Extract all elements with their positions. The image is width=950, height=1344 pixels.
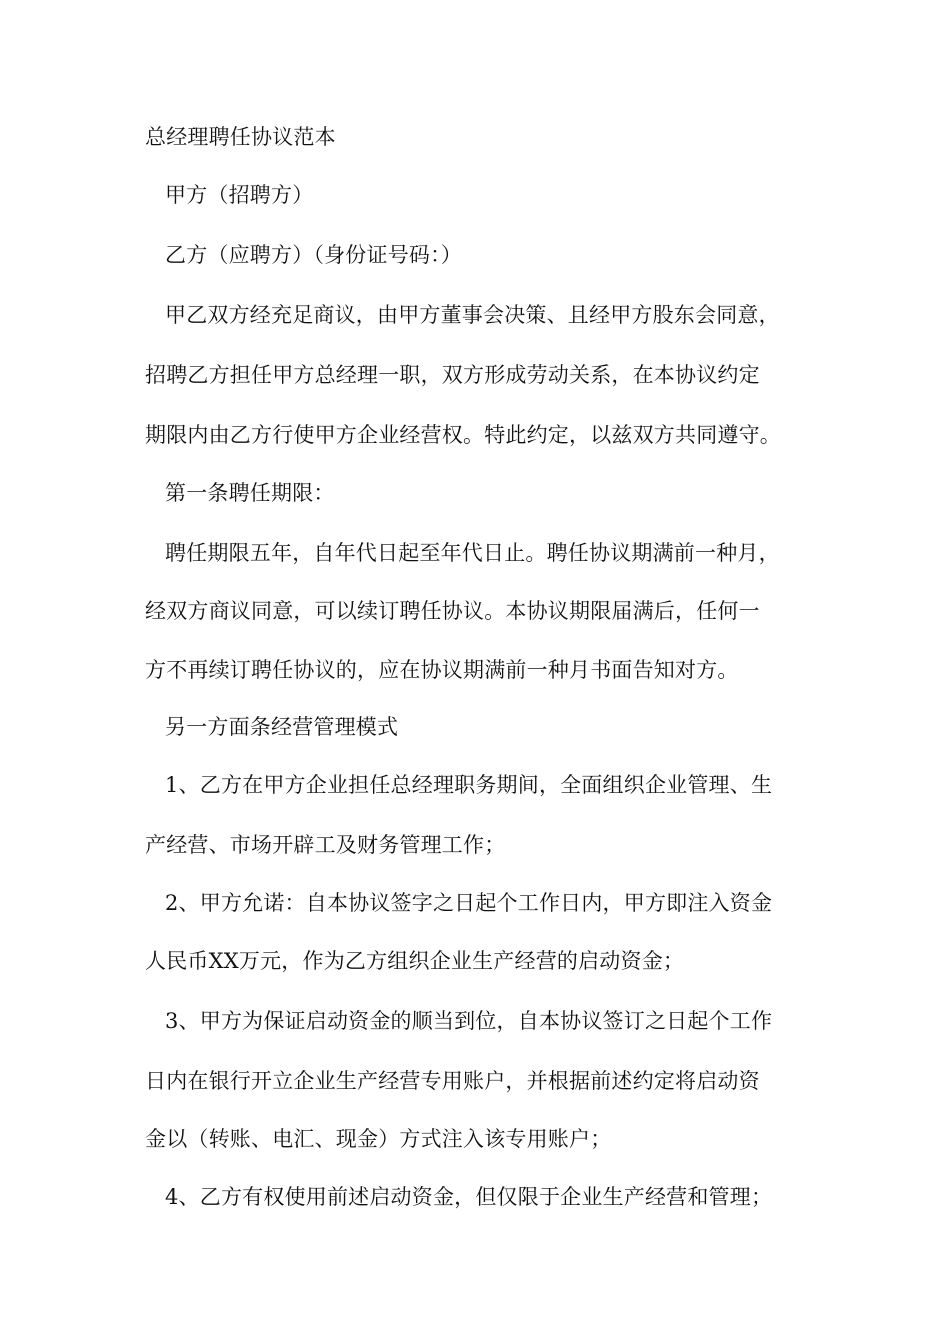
- clause-line: 日内在银行开立企业生产经营专用账户，并根据前述约定将启动资: [145, 1069, 760, 1093]
- paragraph-line: 招聘乙方担任甲方总经理一职，双方形成劳动关系，在本协议约定: [145, 363, 760, 387]
- paragraph-line: 经双方商议同意，可以续订聘任协议。本协议期限届满后，任何一: [145, 599, 760, 623]
- paragraph-line: 甲乙双方经充足商议，由甲方董事会决策、且经甲方股东会同意，: [165, 303, 780, 327]
- clause-line: 2、甲方允诺：自本协议签字之日起个工作日内，甲方即注入资金: [165, 891, 773, 915]
- article-heading: 第一条聘任期限：: [165, 481, 335, 505]
- clause-line: 1、乙方在甲方企业担任总经理职务期间，全面组织企业管理、生: [165, 773, 773, 797]
- clause-line: 3、甲方为保证启动资金的顺当到位，自本协议签订之日起个工作: [165, 1009, 773, 1033]
- paragraph-line: 聘任期限五年，自年代日起至年代日止。聘任协议期满前一种月，: [165, 541, 780, 565]
- paragraph-line: 方不再续订聘任协议的，应在协议期满前一种月书面告知对方。: [145, 658, 739, 682]
- clause-line: 金以（转账、电汇、现金）方式注入该专用账户；: [145, 1127, 612, 1151]
- clause-line: 人民币XX万元，作为乙方组织企业生产经营的启动资金；: [145, 949, 685, 973]
- document-title: 总经理聘任协议范本: [145, 125, 336, 149]
- party-a-line: 甲方（招聘方）: [165, 183, 314, 207]
- clause-line: 产经营、市场开辟工及财务管理工作；: [145, 833, 506, 857]
- party-b-line: 乙方（应聘方）（身份证号码：）: [165, 243, 462, 267]
- article-heading: 另一方面条经营管理模式: [165, 715, 399, 739]
- paragraph-line: 期限内由乙方行使甲方企业经营权。特此约定，以兹双方共同遵守。: [145, 423, 781, 447]
- clause-line: 4、乙方有权使用前述启动资金，但仅限于企业生产经营和管理；: [165, 1185, 773, 1209]
